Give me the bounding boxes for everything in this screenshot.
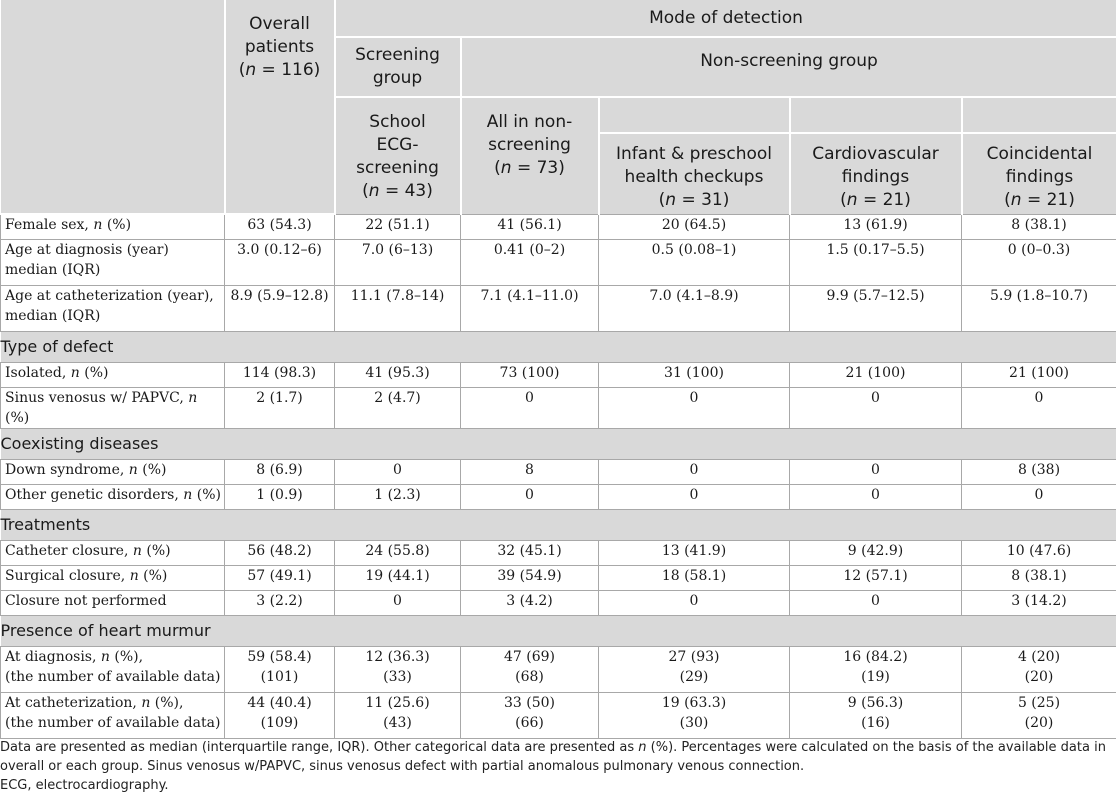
cell-value: 47 (69) (68) bbox=[461, 646, 599, 692]
header-cardio-line2: findings bbox=[841, 166, 910, 187]
cell-value: 3 (14.2) bbox=[962, 590, 1116, 615]
table-row bbox=[1, 214, 1116, 239]
cell-value: 0 bbox=[461, 484, 599, 509]
header-infant-divider bbox=[600, 132, 789, 134]
cell-value: 0 bbox=[335, 590, 461, 615]
row-label-down-syndrome: Down syndrome, n (%) bbox=[1, 459, 225, 484]
header-screening-group bbox=[335, 37, 461, 97]
cell-value: 3.0 (0.12–6) bbox=[225, 239, 335, 285]
cell-value: 8 (38.1) bbox=[962, 565, 1116, 590]
header-corner-cell bbox=[1, 0, 225, 214]
cell-value: 32 (45.1) bbox=[461, 540, 599, 565]
cell-value: 39 (54.9) bbox=[461, 565, 599, 590]
header-cardio-n: n bbox=[846, 189, 858, 210]
row-label-murmur-at-catheterization: At catheterization, n (%), (the number of available data) bbox=[1, 692, 225, 738]
cell-value: 13 (61.9) bbox=[790, 214, 962, 239]
cell-value: 0 bbox=[599, 459, 790, 484]
header-allnon-count: = 73) bbox=[511, 158, 565, 178]
cell-value: 56 (48.2) bbox=[225, 540, 335, 565]
section-title-coexisting-diseases: Coexisting diseases bbox=[1, 428, 1116, 459]
table-row bbox=[1, 459, 1116, 484]
header-coincidental-count: = 21) bbox=[1021, 189, 1075, 210]
cell-value: 19 (63.3) (30) bbox=[599, 692, 790, 738]
table-row bbox=[1, 692, 1116, 738]
header-school-n: n bbox=[368, 181, 380, 201]
cell-value: 0 bbox=[790, 387, 962, 428]
cell-value: 3 (2.2) bbox=[225, 590, 335, 615]
cell-value: 0 bbox=[962, 387, 1116, 428]
cell-value: 18 (58.1) bbox=[599, 565, 790, 590]
header-allnon-line1: All in non- bbox=[486, 112, 573, 132]
header-infant-preschool bbox=[599, 97, 790, 214]
cell-value: 1 (2.3) bbox=[335, 484, 461, 509]
header-non-screening-label: Non-screening group bbox=[700, 51, 878, 71]
cell-value: 21 (100) bbox=[790, 362, 962, 387]
header-screening-line2: group bbox=[372, 68, 423, 88]
section-row bbox=[1, 331, 1116, 362]
header-cardiovascular-findings bbox=[790, 97, 962, 214]
cell-value: 7.0 (4.1–8.9) bbox=[599, 285, 790, 331]
header-non-screening-group bbox=[461, 37, 1116, 97]
cell-value: 19 (44.1) bbox=[335, 565, 461, 590]
header-overall-line1: Overall bbox=[249, 14, 310, 34]
cell-value: 1.5 (0.17–5.5) bbox=[790, 239, 962, 285]
cell-value: 27 (93) (29) bbox=[599, 646, 790, 692]
cell-value: 0 bbox=[790, 484, 962, 509]
header-infant-n: n bbox=[665, 189, 677, 210]
header-school-count: = 43) bbox=[379, 181, 433, 201]
cell-value: 41 (56.1) bbox=[461, 214, 599, 239]
cell-value: 63 (54.3) bbox=[225, 214, 335, 239]
cell-value: 24 (55.8) bbox=[335, 540, 461, 565]
cell-value: 33 (50) (66) bbox=[461, 692, 599, 738]
header-allnon-paren: ( bbox=[494, 158, 501, 178]
cell-value: 0 (0–0.3) bbox=[962, 239, 1116, 285]
header-infant-line1: Infant & preschool bbox=[615, 143, 773, 164]
header-coincidental-line2: findings bbox=[1005, 166, 1074, 187]
section-title-type-of-defect: Type of defect bbox=[1, 331, 1116, 362]
table-row bbox=[1, 590, 1116, 615]
cell-value: 114 (98.3) bbox=[225, 362, 335, 387]
table-footnotes bbox=[0, 738, 1116, 795]
header-cardio-divider bbox=[791, 132, 961, 134]
cell-value: 22 (51.1) bbox=[335, 214, 461, 239]
header-school-line3: screening bbox=[356, 158, 439, 178]
cell-value: 12 (57.1) bbox=[790, 565, 962, 590]
table-row bbox=[1, 646, 1116, 692]
header-allnon-n: n bbox=[500, 158, 512, 178]
header-overall-count: = 116) bbox=[256, 60, 321, 80]
cell-value: 8 bbox=[461, 459, 599, 484]
cell-value: 11 (25.6) (43) bbox=[335, 692, 461, 738]
cell-value: 5.9 (1.8–10.7) bbox=[962, 285, 1116, 331]
row-label-isolated: Isolated, n (%) bbox=[1, 362, 225, 387]
section-row bbox=[1, 428, 1116, 459]
row-label-surgical-closure: Surgical closure, n (%) bbox=[1, 565, 225, 590]
header-school-ecg-screening bbox=[335, 97, 461, 214]
header-school-line1: School bbox=[369, 112, 426, 132]
table-row bbox=[1, 285, 1116, 331]
header-infant-count: = 31) bbox=[676, 189, 730, 210]
table-row bbox=[1, 362, 1116, 387]
cell-value: 0 bbox=[790, 459, 962, 484]
cell-value: 8 (6.9) bbox=[225, 459, 335, 484]
table-row bbox=[1, 540, 1116, 565]
cell-value: 9.9 (5.7–12.5) bbox=[790, 285, 962, 331]
cell-value: 0 bbox=[962, 484, 1116, 509]
header-overall-line2: patients bbox=[244, 37, 315, 57]
cell-value: 21 (100) bbox=[962, 362, 1116, 387]
row-label-closure-not-performed: Closure not performed bbox=[1, 590, 225, 615]
table-row bbox=[1, 387, 1116, 428]
cell-value: 12 (36.3) (33) bbox=[335, 646, 461, 692]
row-label-age-at-diagnosis: Age at diagnosis (year) median (IQR) bbox=[1, 239, 225, 285]
cell-value: 8 (38) bbox=[962, 459, 1116, 484]
header-cardio-paren: ( bbox=[840, 189, 847, 210]
cell-value: 0 bbox=[599, 484, 790, 509]
cell-value: 0.41 (0–2) bbox=[461, 239, 599, 285]
footnote-line-3: ECG, electrocardiography. bbox=[0, 778, 169, 793]
header-coincidental-findings bbox=[962, 97, 1116, 214]
section-row bbox=[1, 509, 1116, 540]
cell-value: 16 (84.2) (19) bbox=[790, 646, 962, 692]
header-coincidental-divider bbox=[963, 132, 1116, 134]
header-cardio-count: = 21) bbox=[857, 189, 911, 210]
cell-value: 0 bbox=[599, 590, 790, 615]
header-all-non-screening bbox=[461, 97, 599, 214]
header-school-paren: ( bbox=[362, 181, 369, 201]
footnote-line-2: overall or each group. Sinus venosus w/PAPVC, sinus venosus defect with partial anomalous pulmonary venous connection. bbox=[0, 759, 805, 774]
cell-value: 10 (47.6) bbox=[962, 540, 1116, 565]
cell-value: 0.5 (0.08–1) bbox=[599, 239, 790, 285]
header-allnon-line2: screening bbox=[488, 135, 571, 155]
cell-value: 7.0 (6–13) bbox=[335, 239, 461, 285]
cell-value: 0 bbox=[461, 387, 599, 428]
cell-value: 1 (0.9) bbox=[225, 484, 335, 509]
cell-value: 59 (58.4) (101) bbox=[225, 646, 335, 692]
cell-value: 0 bbox=[599, 387, 790, 428]
cell-value: 8 (38.1) bbox=[962, 214, 1116, 239]
cell-value: 44 (40.4) (109) bbox=[225, 692, 335, 738]
section-title-treatments: Treatments bbox=[1, 509, 1116, 540]
cell-value: 3 (4.2) bbox=[461, 590, 599, 615]
cell-value: 0 bbox=[335, 459, 461, 484]
header-overall-paren: ( bbox=[238, 60, 246, 80]
cell-value: 31 (100) bbox=[599, 362, 790, 387]
row-label-murmur-at-diagnosis: At diagnosis, n (%), (the number of available data) bbox=[1, 646, 225, 692]
header-screening-line1: Screening bbox=[355, 45, 440, 65]
table-row bbox=[1, 239, 1116, 285]
row-label-other-genetic-disorders: Other genetic disorders, n (%) bbox=[1, 484, 225, 509]
header-cardio-line1: Cardiovascular bbox=[812, 143, 939, 164]
table-row bbox=[1, 565, 1116, 590]
cell-value: 9 (56.3) (16) bbox=[790, 692, 962, 738]
header-overall-patients bbox=[225, 0, 335, 214]
table-row bbox=[1, 484, 1116, 509]
footnote-line-1: Data are presented as median (interquartile range, IQR). Other categorical data are presented as n (%). Percentages were calculated on the basis of the available data in bbox=[0, 740, 1106, 755]
header-coincidental-n: n bbox=[1010, 189, 1022, 210]
header-overall-n: n bbox=[245, 60, 257, 80]
header-school-line2: ECG- bbox=[376, 135, 419, 155]
header-coincidental-line1: Coincidental bbox=[986, 143, 1093, 164]
row-label-sinus-venosus: Sinus venosus w/ PAPVC, n (%) bbox=[1, 387, 225, 428]
section-row bbox=[1, 615, 1116, 646]
cell-value: 57 (49.1) bbox=[225, 565, 335, 590]
cell-value: 7.1 (4.1–11.0) bbox=[461, 285, 599, 331]
row-label-age-at-catheterization: Age at catheterization (year), median (IQR) bbox=[1, 285, 225, 331]
section-title-heart-murmur: Presence of heart murmur bbox=[1, 615, 1116, 646]
cell-value: 8.9 (5.9–12.8) bbox=[225, 285, 335, 331]
header-coincidental-paren: ( bbox=[1004, 189, 1011, 210]
header-mode-of-detection: Mode of detection bbox=[335, 0, 1116, 37]
cell-value: 9 (42.9) bbox=[790, 540, 962, 565]
cell-value: 2 (4.7) bbox=[335, 387, 461, 428]
row-label-female-sex: Female sex, n (%) bbox=[1, 214, 225, 239]
cell-value: 4 (20) (20) bbox=[962, 646, 1116, 692]
cell-value: 5 (25) (20) bbox=[962, 692, 1116, 738]
cell-value: 0 bbox=[790, 590, 962, 615]
cell-value: 11.1 (7.8–14) bbox=[335, 285, 461, 331]
cell-value: 73 (100) bbox=[461, 362, 599, 387]
cell-value: 2 (1.7) bbox=[225, 387, 335, 428]
row-label-catheter-closure: Catheter closure, n (%) bbox=[1, 540, 225, 565]
header-infant-line2: health checkups bbox=[624, 166, 764, 187]
cell-value: 20 (64.5) bbox=[599, 214, 790, 239]
cell-value: 41 (95.3) bbox=[335, 362, 461, 387]
header-infant-paren: ( bbox=[658, 189, 666, 210]
cell-value: 13 (41.9) bbox=[599, 540, 790, 565]
